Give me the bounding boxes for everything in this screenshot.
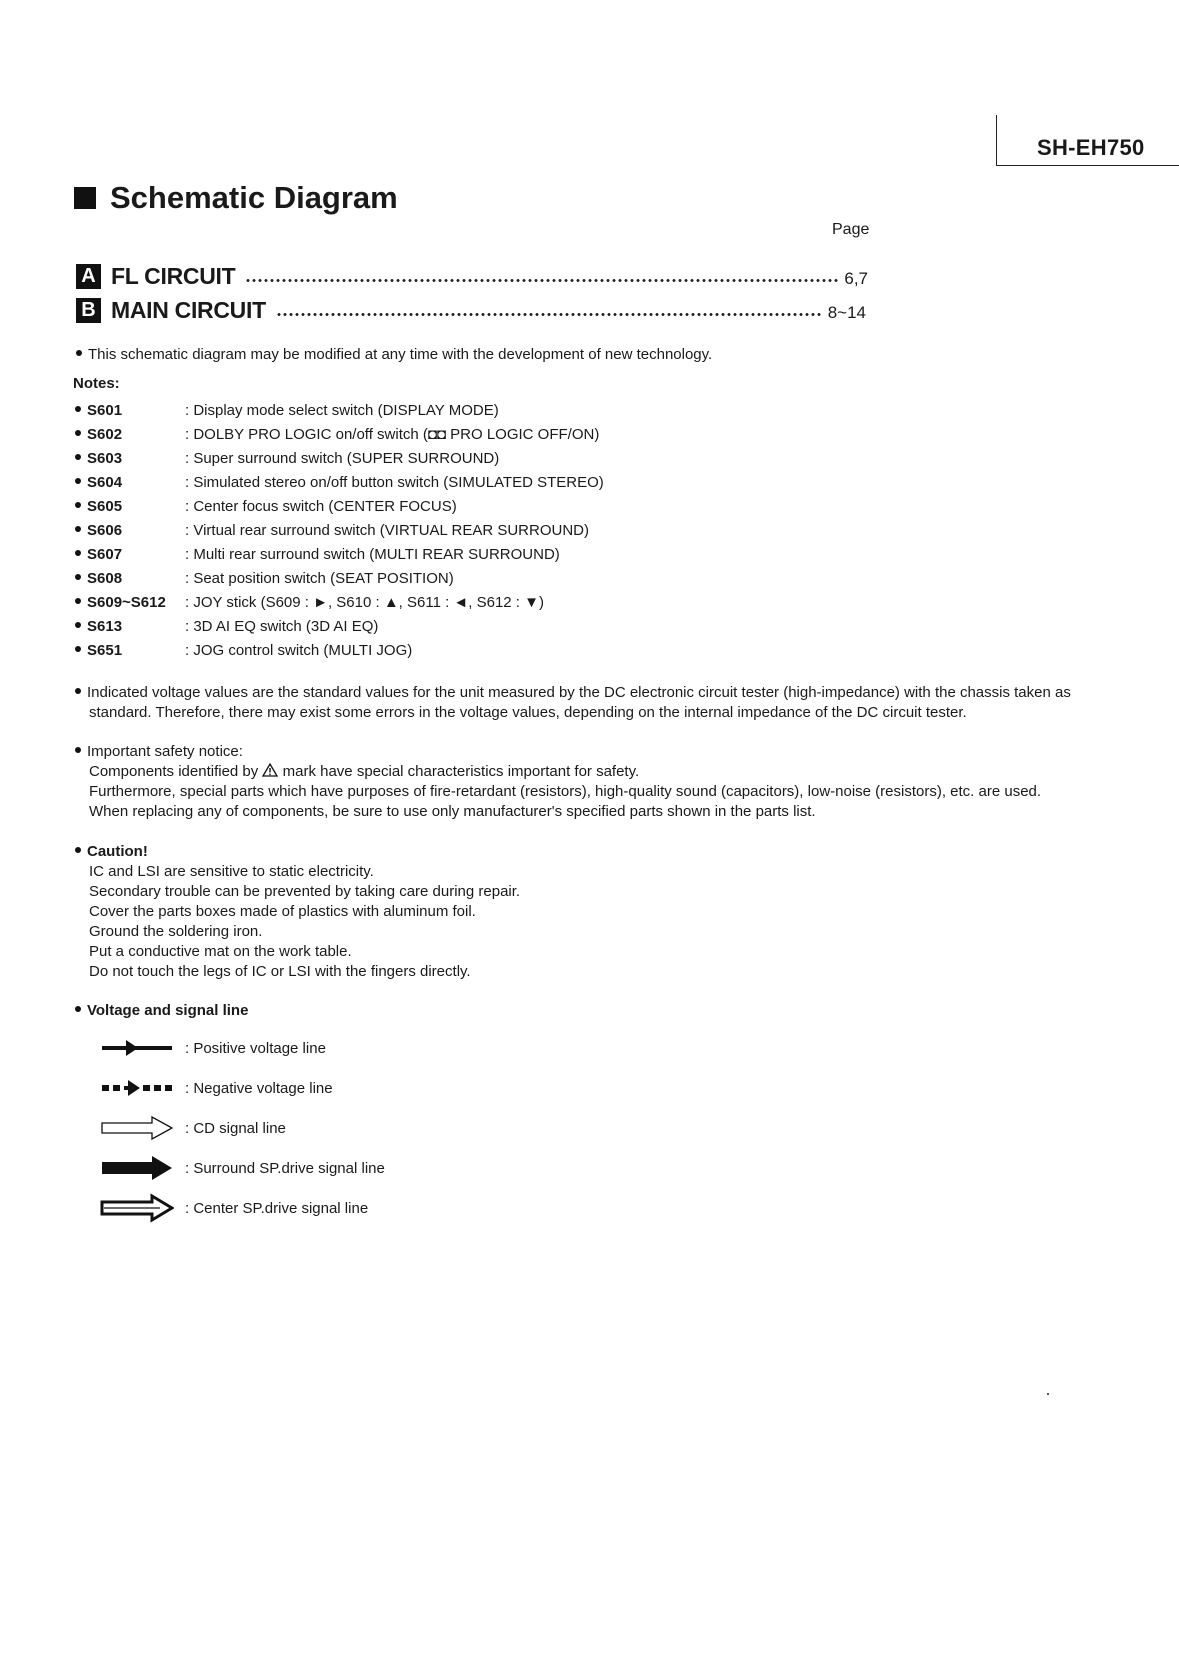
bullet-icon (75, 550, 81, 556)
bullet-icon (76, 350, 82, 356)
safety-title: Important safety notice: (87, 743, 243, 760)
toc-letter-badge: B (76, 298, 101, 323)
note-code: S613 (75, 618, 185, 635)
toc-entry-page: 8~14 (827, 303, 866, 322)
note-desc: : Multi rear surround switch (MULTI REAR SURROUND) (185, 545, 560, 563)
note-code: S608 (75, 570, 185, 587)
safety-line: Furthermore, special parts which have purposes of fire-retardant (resistors), high-quality sound (capacitors), low-noise (resistors), etc. are used. (89, 783, 1042, 800)
note-desc: : Simulated stereo on/off button switch (SIMULATED STEREO) (185, 473, 604, 491)
toc-entry-page: 6,7 (844, 269, 868, 288)
surround-sp-drive-line-icon (100, 1153, 174, 1183)
page-title-row (74, 180, 398, 216)
toc-entry-label: FL CIRCUIT (111, 262, 236, 289)
note-code: S604 (75, 474, 185, 491)
caution-line: Do not touch the legs of IC or LSI with the fingers directly. (89, 963, 471, 980)
safety-line: When replacing any of components, be sure to use only manufacturer's specified parts shown in the parts list. (89, 803, 816, 820)
note-item (75, 638, 604, 662)
caution-title: Caution! (87, 843, 148, 860)
caution-line: Ground the soldering iron. (89, 923, 263, 940)
note-code: S609~S612 (75, 594, 185, 611)
bullet-icon (75, 646, 81, 652)
note-item (75, 590, 604, 614)
legend-label: : Negative voltage line (185, 1079, 333, 1097)
model-number: SH-EH750 (1037, 135, 1145, 160)
bullet-icon (75, 747, 81, 753)
toc-letter-badge: A (76, 264, 101, 289)
bullet-icon (75, 478, 81, 484)
bullet-icon (75, 502, 81, 508)
voltage-note-line: Indicated voltage values are the standard values for the unit measured by the DC electronic circuit tester (high-impedance) with the chassis taken as (87, 684, 1071, 701)
modify-notice (76, 345, 712, 365)
note-desc: : Display mode select switch (DISPLAY MODE) (185, 401, 499, 419)
bullet-icon (75, 688, 81, 694)
caution-line: Cover the parts boxes made of plastics with aluminum foil. (89, 903, 476, 920)
bullet-icon (75, 430, 81, 436)
toc-entry-fl-circuit[interactable] (76, 260, 868, 292)
safety-line: Components identified by mark have special characteristics important for safety. (89, 763, 640, 780)
safety-notice (75, 742, 1041, 822)
note-desc: : JOG control switch (MULTI JOG) (185, 641, 413, 659)
caution-line: Put a conductive mat on the work table. (89, 943, 352, 960)
legend-label: : Center SP.drive signal line (185, 1199, 369, 1217)
legend-label: : CD signal line (185, 1119, 286, 1137)
notes-title: Notes: (73, 375, 120, 392)
legend-title-row (75, 1001, 248, 1021)
model-header-box (996, 115, 1179, 166)
note-item (75, 470, 604, 494)
legend-list (100, 1028, 385, 1228)
note-code: S601 (75, 402, 185, 419)
note-code: S651 (75, 642, 185, 659)
caution-line: Secondary trouble can be prevented by taking care during repair. (89, 883, 521, 900)
legend-item (100, 1028, 385, 1068)
bullet-icon (75, 526, 81, 532)
voltage-note (75, 683, 1071, 723)
note-desc: : Virtual rear surround switch (VIRTUAL REAR SURROUND) (185, 521, 589, 539)
note-desc: : 3D AI EQ switch (3D AI EQ) (185, 617, 379, 635)
note-code: S602 (75, 426, 185, 443)
toc-leader-dots (245, 279, 838, 282)
note-code: S605 (75, 498, 185, 515)
notes-list (75, 398, 604, 662)
note-item (75, 494, 604, 518)
toc-page-heading: Page (832, 221, 870, 238)
bullet-icon (75, 406, 81, 412)
bullet-icon (75, 847, 81, 853)
page-title: Schematic Diagram (110, 180, 398, 215)
legend-item (100, 1188, 385, 1228)
warning-triangle-icon (262, 763, 278, 777)
toc-entry-main-circuit[interactable] (76, 294, 866, 326)
note-desc: : Super surround switch (SUPER SURROUND) (185, 449, 500, 467)
caution-section (75, 842, 520, 982)
toc-entry-label: MAIN CIRCUIT (111, 296, 266, 323)
legend-item (100, 1108, 385, 1148)
note-code: S603 (75, 450, 185, 467)
legend-item (100, 1148, 385, 1188)
note-item (75, 542, 604, 566)
note-desc: : Center focus switch (CENTER FOCUS) (185, 497, 457, 515)
legend-title: Voltage and signal line (87, 1002, 249, 1019)
note-desc: : JOY stick (S609 : ►, S610 : ▲, S611 : ◄, S612 : ▼) (185, 593, 544, 611)
note-item (75, 446, 604, 470)
note-item (75, 566, 604, 590)
center-sp-drive-line-icon (100, 1193, 174, 1223)
bullet-icon (75, 574, 81, 580)
note-desc: : DOLBY PRO LOGIC on/off switch (◘◘ PRO LOGIC OFF/ON) (185, 425, 600, 443)
note-item (75, 422, 604, 446)
note-item (75, 398, 604, 422)
bullet-icon (75, 1006, 81, 1012)
toc-leader-dots (276, 313, 822, 316)
legend-label: : Positive voltage line (185, 1039, 326, 1057)
note-item (75, 614, 604, 638)
legend-label: : Surround SP.drive signal line (185, 1159, 385, 1177)
cd-signal-line-icon (100, 1113, 174, 1143)
modify-notice-text: This schematic diagram may be modified at any time with the development of new technology. (88, 346, 713, 363)
legend-item (100, 1068, 385, 1108)
voltage-note-line: standard. Therefore, there may exist some errors in the voltage values, depending on the internal impedance of the DC circuit tester. (89, 704, 967, 721)
title-square-icon (74, 187, 96, 209)
bullet-icon (75, 598, 81, 604)
bullet-icon (75, 622, 81, 628)
note-code: S607 (75, 546, 185, 563)
note-code: S606 (75, 522, 185, 539)
caution-line: IC and LSI are sensitive to static electricity. (89, 863, 374, 880)
note-desc: : Seat position switch (SEAT POSITION) (185, 569, 454, 587)
page-speck (1047, 1393, 1049, 1395)
positive-voltage-line-icon (100, 1033, 174, 1063)
note-item (75, 518, 604, 542)
negative-voltage-line-icon (100, 1073, 174, 1103)
bullet-icon (75, 454, 81, 460)
